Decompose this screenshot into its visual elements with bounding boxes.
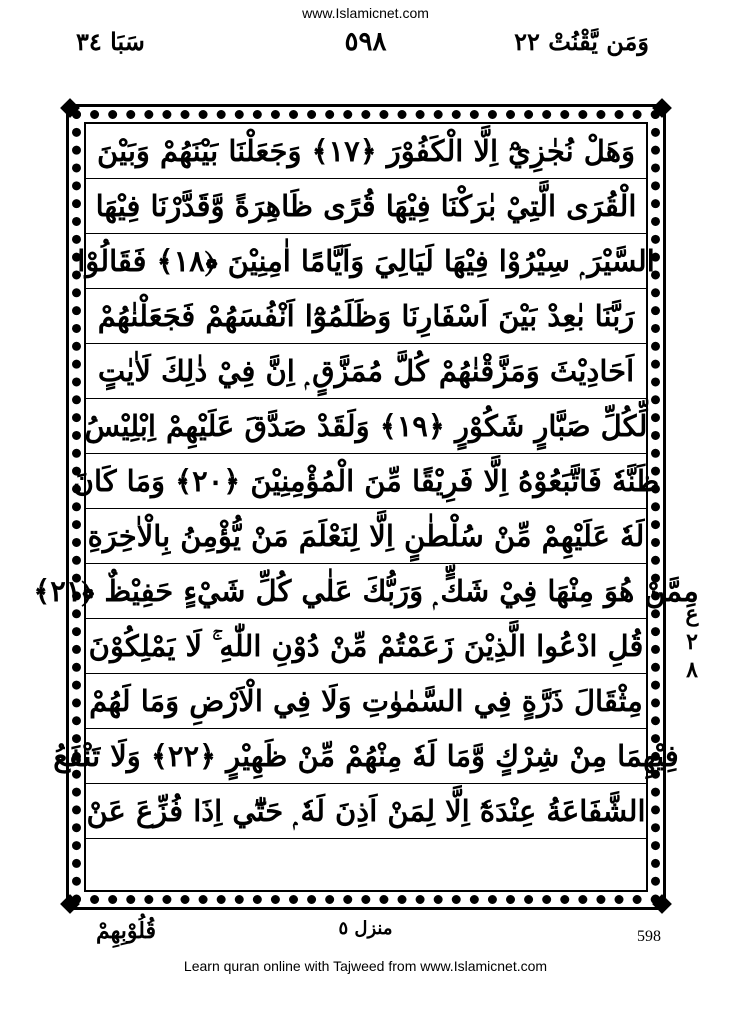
ruku-marker: ع ٢ ٨ — [685, 601, 699, 683]
verse-line: وَهَلْ نُجٰزِيْٓ اِلَّا الْكَفُوْرَ ﴿١٧﴾ وَجَعَلْنَا بَيْنَهُمْ وَبَيْنَ — [86, 124, 646, 179]
juz-name: وَمَن يَّقْنُتْ ٢٢ — [514, 27, 649, 56]
manzil-label: منزل ٥ — [338, 918, 393, 939]
verse-line: قُلِ ادْعُوا الَّذِيْنَ زَعَمْتُمْ مِّنْ دُوْنِ اللّٰهِ ۚ لَا يَمْلِكُوْنَ — [86, 619, 646, 674]
verse-line: مِمَّنْ هُوَ مِنْهَا فِيْ شَكٍّ ۭ وَرَبُّكَ عَلٰي كُلِّ شَيْءٍ حَفِيْظٌ ﴿٢١﴾ — [86, 564, 646, 619]
verse-line: الْقُرَى الَّتِيْ بٰرَكْنَا فِيْهَا قُرًى ظَاهِرَةً وَّقَدَّرْنَا فِيْهَا — [86, 179, 646, 234]
surah-name: سَبَا ٣٤ — [76, 27, 145, 56]
verse-line: السَّيْرَ ۭ سِيْرُوْا فِيْهَا لَيَالِيَ وَاَيَّامًا اٰمِنِيْنَ ﴿١٨﴾ فَقَالُوْا — [86, 234, 646, 289]
verse-line: لِّكُلِّ صَبَّارٍ شَكُوْرٍ ﴿١٩﴾ وَلَقَدْ صَدَّقَ عَلَيْهِمْ اِبْلِيْسُ — [86, 399, 646, 454]
verse-line: الشَّفَاعَةُ عِنْدَهٗٓ اِلَّا لِمَنْ اَذِنَ لَهٗ ۭ حَتّٰٓي اِذَا فُزِّعَ عَنْ — [86, 784, 646, 839]
verse-line: اَحَادِيْثَ وَمَزَّقْنٰهُمْ كُلَّ مُمَزَّقٍ ۭ اِنَّ فِيْ ذٰلِكَ لَاٰيٰتٍ — [86, 344, 646, 399]
page-number-arabic: ٥٩٨ — [344, 27, 387, 57]
catchword: قُلُوْبِهِمْ — [96, 918, 157, 944]
site-url[interactable]: www.Islamicnet.com — [302, 5, 429, 21]
verse-line: فِيْهِمَا مِنْ شِرْكٍ وَّمَا لَهٗ مِنْهُمْ مِّنْ ظَهِيْرٍ ﴿٢٢﴾ وَلَا تَنْفَعُ — [86, 729, 646, 784]
promo-link[interactable]: Learn quran online with Tajweed from www.Islamicnet.com — [183, 958, 548, 974]
page-number: 598 — [637, 928, 661, 945]
verse-line: ظَنَّهٗ فَاتَّبَعُوْهُ اِلَّا فَرِيْقًا مِّنَ الْمُؤْمِنِيْنَ ﴿٢٠﴾ وَمَا كَانَ — [86, 454, 646, 509]
verse-line: مِثْقَالَ ذَرَّةٍ فِي السَّمٰوٰتِ وَلَا فِي الْاَرْضِ وَمَا لَهُمْ — [86, 674, 646, 729]
verse-line: لَهٗ عَلَيْهِمْ مِّنْ سُلْطٰنٍ اِلَّا لِنَعْلَمَ مَنْ يُّؤْمِنُ بِالْاٰخِرَةِ — [86, 509, 646, 564]
verse-line: رَبَّنَا بٰعِدْ بَيْنَ اَسْفَارِنَا وَظَلَمُوْٓا اَنْفُسَهُمْ فَجَعَلْنٰهُمْ — [86, 289, 646, 344]
